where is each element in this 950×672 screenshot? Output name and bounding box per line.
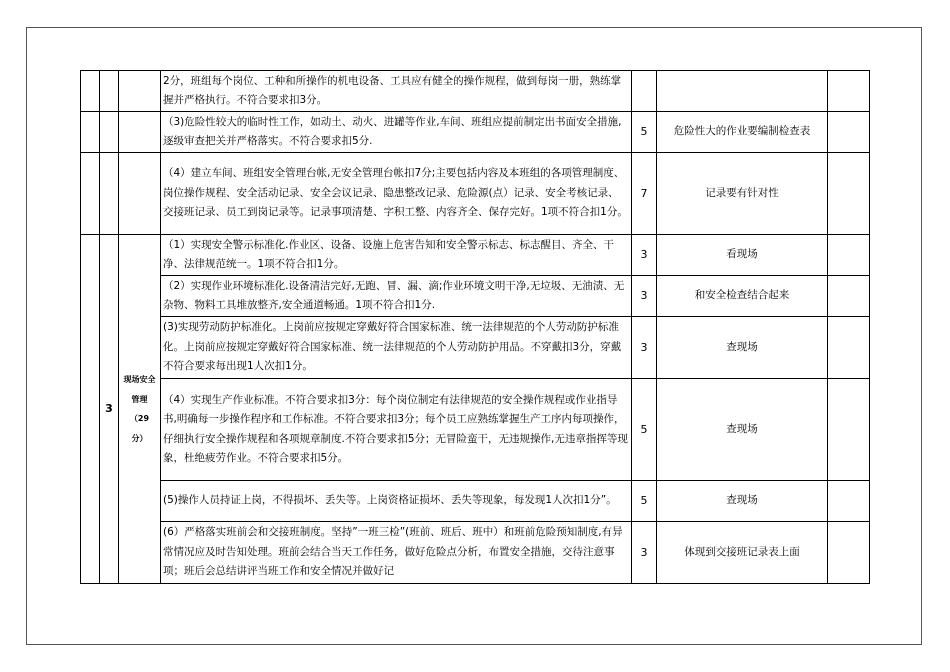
item-note: 查现场 bbox=[657, 317, 828, 379]
item-note: 看现场 bbox=[657, 235, 828, 276]
item-score: 3 bbox=[632, 235, 657, 276]
item-note bbox=[657, 71, 828, 112]
section-category-cell bbox=[119, 71, 161, 112]
item-note: 查现场 bbox=[657, 379, 828, 481]
item-content: (3)实现劳动防护标准化。上岗前应按规定穿戴好符合国家标准、统一法律规范的个人劳动防护标准化。上岗前应按规定穿戴好符合国家标准、统一法律规范的个人劳动防护用品。不穿戴扣3分，穿戴不符合要求每出现1人次扣1分。 bbox=[161, 317, 632, 379]
item-score: 5 bbox=[632, 112, 657, 153]
section-category-cell bbox=[119, 112, 161, 153]
item-score: 3 bbox=[632, 522, 657, 584]
item-score: 5 bbox=[632, 481, 657, 522]
item-note: 和安全检查结合起来 bbox=[657, 276, 828, 317]
item-content: 2分，班组每个岗位、工种和所操作的机电设备、工具应有健全的操作规程，做到每岗一册，熟练掌握并严格执行。不符合要求扣3分。 bbox=[161, 71, 632, 112]
extra-cell bbox=[828, 481, 870, 522]
section-number-cell bbox=[100, 112, 119, 153]
table-row bbox=[81, 112, 870, 153]
extra-cell bbox=[828, 235, 870, 276]
item-content: (5)操作人员持证上岗，不得损坏、丢失等。上岗资格证损坏、丢失等现象，每发现1人次扣1分”。 bbox=[161, 481, 632, 522]
item-content: （4）建立车间、班组安全管理台帐,无安全管理台帐扣7分;主要包括内容及本班组的各项管理制度、岗位操作规程、安全活动记录、安全会议记录、隐患整改记录、危险源(点）记录、安全考核记录、交接班记录、员工到岗记录等。记录事项清楚、字积工整、内容齐全、保存完好。1项不符合扣1分。 bbox=[161, 153, 632, 235]
extra-cell bbox=[828, 317, 870, 379]
blank-cell bbox=[81, 153, 100, 235]
item-score: 7 bbox=[632, 153, 657, 235]
item-note: 查现场 bbox=[657, 481, 828, 522]
table-row bbox=[81, 71, 870, 112]
category-line: 分） bbox=[131, 433, 148, 443]
table-row bbox=[81, 153, 870, 235]
item-score bbox=[632, 71, 657, 112]
item-content: (6）严格落实班前会和交接班制度。坚持”一班三检”(班前、班后、班中）和班前危险预知制度,有异常情况应及时告知处理。班前会结合当天工作任务，做好危险点分析，布置安全措施，交待注意事项；班后会总结讲评当班工作和安全情况并做好记 bbox=[161, 522, 632, 584]
item-content: （3)危险性较大的临时性工作，如动土、动火、进罐等作业,车间、班组应提前制定出书面安全措施,逐级审查把关并严格落实。不符合要求扣5分. bbox=[161, 112, 632, 153]
extra-cell bbox=[828, 153, 870, 235]
item-content: （1）实现安全警示标准化.作业区、设备、设施上危害告知和安全警示标志、标志醒目、齐全、干净、法律规范统一。1项不符合扣1分。 bbox=[161, 235, 632, 276]
table-row bbox=[81, 317, 870, 379]
item-score: 3 bbox=[632, 317, 657, 379]
table-row bbox=[81, 235, 870, 276]
section-number-cell bbox=[100, 71, 119, 112]
item-score: 3 bbox=[632, 276, 657, 317]
table-row bbox=[81, 276, 870, 317]
section-number: 3 bbox=[100, 235, 119, 584]
table-row bbox=[81, 522, 870, 584]
section-category-cell bbox=[119, 153, 161, 235]
extra-cell bbox=[828, 112, 870, 153]
table-row bbox=[81, 379, 870, 481]
table-row bbox=[81, 481, 870, 522]
category-line: 管理 bbox=[131, 394, 148, 404]
blank-cell bbox=[81, 71, 100, 112]
item-score: 5 bbox=[632, 379, 657, 481]
blank-cell bbox=[81, 235, 100, 584]
safety-assessment-table bbox=[80, 70, 870, 584]
item-note: 记录要有针对性 bbox=[657, 153, 828, 235]
category-line: 现场安全 bbox=[123, 375, 156, 384]
extra-cell bbox=[828, 379, 870, 481]
extra-cell bbox=[828, 71, 870, 112]
section-category bbox=[119, 235, 161, 584]
item-content: （2）实现作业环境标准化.设备清洁完好,无跑、冒、漏、滴;作业环境文明干净,无垃圾、无油渍、无杂物、物料工具堆放整齐,安全通道畅通。1项不符合扣1分. bbox=[161, 276, 632, 317]
item-note: 危险性大的作业要编制检查表 bbox=[657, 112, 828, 153]
extra-cell bbox=[828, 522, 870, 584]
item-note: 体现到交接班记录表上面 bbox=[657, 522, 828, 584]
item-content: （4）实现生产作业标准。不符合要求扣3分：每个岗位制定有法律规范的安全操作规程或作业指导书,明确每一步操作程序和工作标准。不符合要求扣3分；每个员工应熟练掌握生产工序内每项操作，仔细执行安全操作规程和各项规章制度.不符合要求扣5分；无冒险蛮干，无违规操作,无违章指挥等现象，杜绝疲劳作业。不符合要求扣5分。 bbox=[161, 379, 632, 481]
extra-cell bbox=[828, 276, 870, 317]
category-line: （29 bbox=[129, 414, 150, 423]
section-number-cell bbox=[100, 153, 119, 235]
blank-cell bbox=[81, 112, 100, 153]
